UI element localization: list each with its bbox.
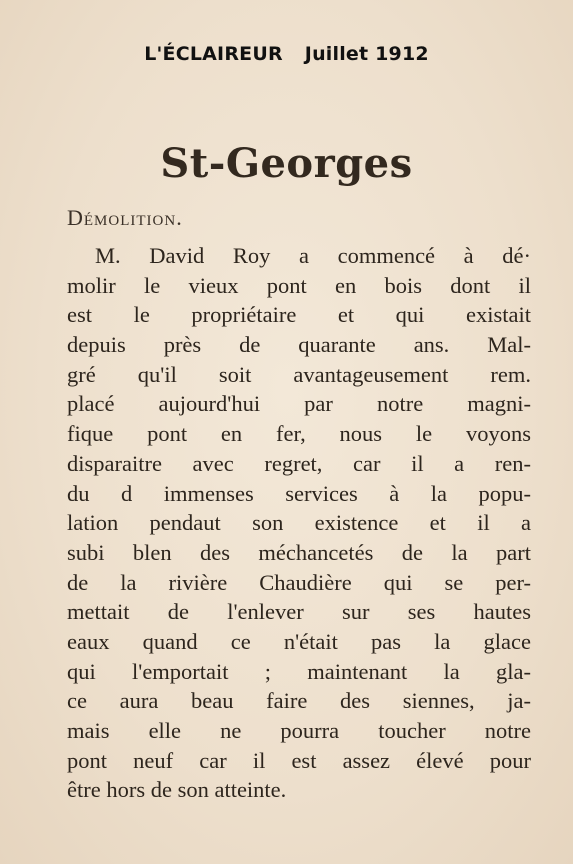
section-heading: Démolition. [67, 205, 183, 230]
article-line: M. David Roy a commencé à dé· [95, 243, 531, 268]
issue-date: Juillet 1912 [304, 43, 429, 65]
article-line: disparaitre avec regret, car il a ren- [67, 450, 531, 476]
article-line: lation pendaut son existence et il a [67, 510, 531, 536]
article-line: subi blen des méchancetés de la part [67, 539, 531, 565]
article-line: qui l'emportait ; maintenant la gla- [67, 658, 531, 684]
article-line: molir le vieux pont en bois dont il [67, 272, 531, 298]
article-line: être hors de son atteinte. [67, 777, 287, 803]
masthead [0, 43, 573, 65]
newspaper-name: L'ÉCLAIREUR [144, 43, 283, 65]
article-line: mettait de l'enlever sur ses hautes [67, 599, 531, 625]
article-line: placé aujourd'hui par notre magni- [67, 391, 531, 417]
article-line: de la rivière Chaudière qui se per- [67, 569, 531, 595]
article-line: ce aura beau faire des siennes, ja- [67, 688, 531, 714]
article-line: pont neuf car il est assez élevé pour [67, 747, 531, 773]
article-line: est le propriétaire et qui existait [67, 302, 531, 328]
article-line: mais elle ne pourra toucher notre [67, 718, 531, 743]
article-body [67, 241, 531, 805]
article-line: eaux quand ce n'était pas la glace [67, 628, 531, 654]
article-line: fique pont en fer, nous le voyons [67, 421, 531, 447]
article-line: du d immenses services à la popu- [67, 480, 531, 506]
article-line: depuis près de quarante ans. Mal- [67, 332, 531, 358]
article-title: St-Georges [160, 140, 413, 187]
article-line: gré qu'il soit avantageusement rem. [67, 361, 531, 387]
